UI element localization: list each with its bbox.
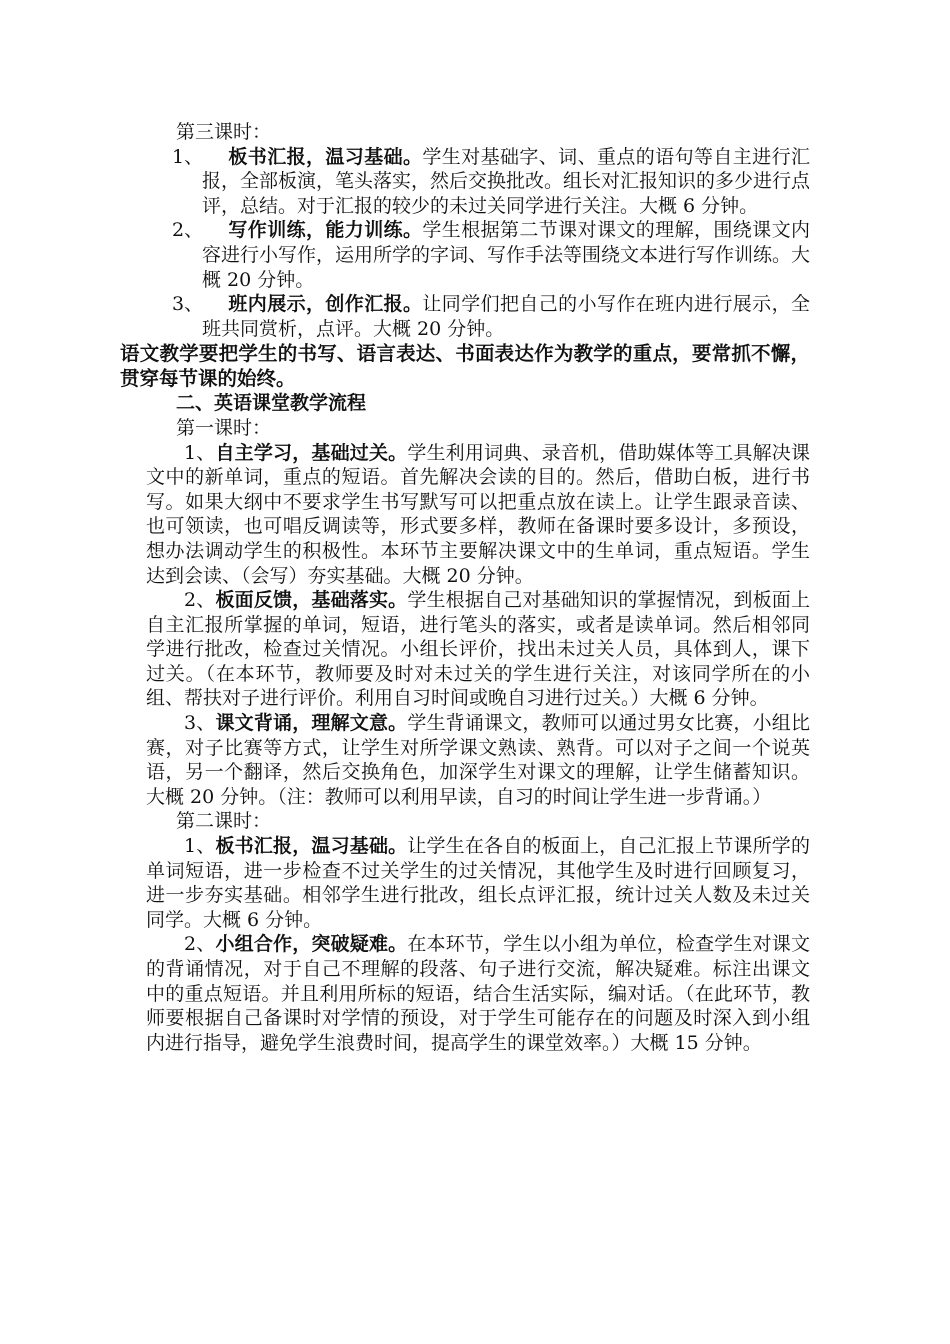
lesson3-item-2 xyxy=(146,218,810,292)
item-heading: 板书汇报，温习基础。 xyxy=(215,835,408,858)
lesson2-title: 第二课时： xyxy=(176,810,272,833)
item-heading: 板面反馈，基础落实。 xyxy=(215,589,408,612)
item-text: 让同学们把自己的小写作在班内进行展示，全班共同赏析，点评。大概 20 分钟。 xyxy=(202,293,810,340)
item-text: 学生对基础字、词、重点的语句等自主进行汇报，全部板演，笔头落实，然后交换批改。组长对汇报知识的多少进行点评，总结。对于汇报的较少的未过关同学进行关注。大概 6 分钟。 xyxy=(202,145,811,217)
item-number: 3、 xyxy=(184,712,216,735)
item-number: 2、 xyxy=(184,933,216,956)
lesson1-item-3 xyxy=(146,711,810,809)
lesson1-title: 第一课时： xyxy=(176,416,272,439)
lesson3-item-3 xyxy=(146,292,810,341)
lesson2-item-2 xyxy=(146,932,810,1055)
item-number: 1、 xyxy=(184,441,216,464)
item-number: 1、 xyxy=(184,835,216,858)
document-page xyxy=(120,120,811,1055)
lesson1-item-1 xyxy=(146,441,810,589)
item-text: 学生根据自己对基础知识的掌握情况，到板面上自主汇报所掌握的单词，短语，进行笔头的落实，或者是读单词。然后相邻同学进行批改，检查过关情况。小组长评价，找出未过关人员，具体到人，课下过关。（在本环节，教师要及时对未过关的学生进行关注，对该同学所在的小组、帮扶对子进行评价。利用自习时间或晚自习进行过关。）大概 6 分钟。 xyxy=(146,589,810,710)
item-text: 学生根据第二节课对课文的理解，围绕课文内容进行小写作，运用所学的字词、写作手法等围绕文本进行写作训练。大概 20 分钟。 xyxy=(202,219,811,291)
item-heading: 小组合作，突破疑难。 xyxy=(215,933,408,956)
item-number: 1、 xyxy=(172,145,204,168)
item-number: 2、 xyxy=(184,589,216,612)
lesson3-title: 第三课时： xyxy=(176,121,272,143)
item-text: 让学生在各自的板面上，自己汇报上节课所学的单词短语，进一步检查不过关学生的过关情况，其他学生及时进行回顾复习，进一步夯实基础。相邻学生进行批改，组长点评汇报，统计过关人数及未过关同学。大概 6 分钟。 xyxy=(146,835,810,931)
item-number: 3、 xyxy=(172,293,204,316)
item-heading: 课文背诵，理解文意。 xyxy=(215,712,408,735)
lesson3-item-1 xyxy=(146,145,810,219)
item-heading: 班内展示，创作汇报。 xyxy=(228,293,423,316)
english-section-title: 二、英语课堂教学流程 xyxy=(176,392,367,415)
item-text: 学生背诵课文，教师可以通过男女比赛，小组比赛，对子比赛等方式，让学生对所学课文熟读、熟背。可以对子之间一个说英语，另一个翻译，然后交换角色，加深学生对课文的理解，让学生储蓄知识。大概 20 分钟。（注：教师可以利用早读，自习的时间让学生进一步背诵。） xyxy=(146,712,810,808)
item-text: 在本环节，学生以小组为单位，检查学生对课文的背诵情况，对于自己不理解的段落、句子进行交流，解决疑难。标注出课文中的重点短语。并且利用所标的短语，结合生活实际，编对话。（在此环节，教师要根据自己备课时对学情的预设，对于学生可能存在的问题及时深入到小组内进行指导，避免学生浪费时间，提高学生的课堂效率。）大概 15 分钟。 xyxy=(146,933,810,1054)
item-heading: 写作训练，能力训练。 xyxy=(228,219,423,242)
lesson1-item-2 xyxy=(146,588,810,711)
item-heading: 自主学习，基础过关。 xyxy=(215,441,408,464)
item-number: 2、 xyxy=(172,219,204,242)
lesson2-item-1 xyxy=(146,834,810,932)
item-text: 学生利用词典、录音机，借助媒体等工具解决课文中的新单词，重点的短语。首先解决会读的目的。然后，借助白板，进行书写。如果大纲中不要求学生书写默写可以把重点放在读上。让学生跟录音读、也可领读，也可唱反调读等，形式要多样，教师在备课时要多设计，多预设，想办法调动学生的积极性。本环节主要解决课文中的生单词，重点短语。学生达到会读、（会写）夯实基础。大概 20 分钟。 xyxy=(146,441,810,587)
emphasis-paragraph: 语文教学要把学生的书写、语言表达、书面表达作为教学的重点，要常抓不懈，贯穿每节课的始终。 xyxy=(120,342,810,391)
item-heading: 板书汇报，温习基础。 xyxy=(228,145,423,168)
